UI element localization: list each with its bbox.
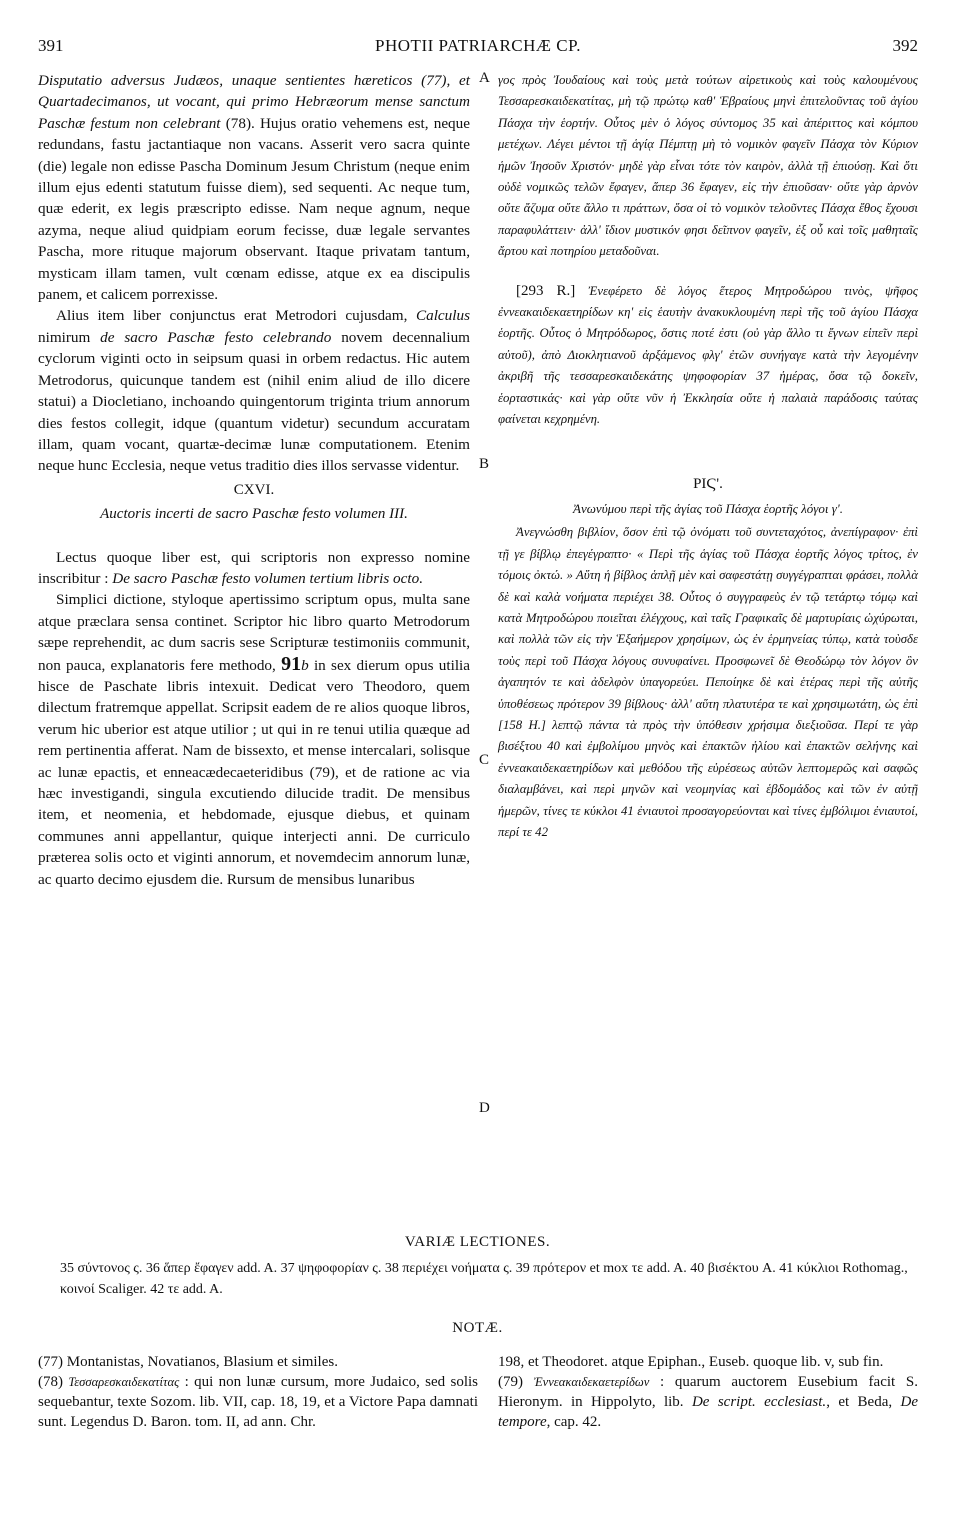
running-title: PHOTII PATRIARCHÆ CP. (375, 36, 581, 55)
notae-heading: NOTÆ. (452, 1320, 503, 1336)
latin-paragraph-3 (38, 547, 470, 590)
latin-p4-a: Simplici dictione, styloque apertissimo scriptum opus, multa sane atque præclara sensa continet. Scriptor hic libro quarto Metrodorum sæpe reprehendit, ac dum sacris sese Scripturæ testimoniis communit, non pauca, explanatoris fere methodo, (38, 591, 470, 674)
spacer (498, 263, 918, 281)
latin-p1-text: (78). Hujus oratio vehemens est, neque redundans, fastu jactantiaque non vacans. Asserit vero sacra quinte (die) legale non edisse Pascha Dominum Jesum Christum (neque enim illum ejus edenti statutum fuisse diem), sed sequenti. Ac neque tum, quæ ederit, ex legis præscripto edisse. Nam neque agnum, neque azyma, neque aliud quidpiam eorum fecisse, duæ legale servantes Pascha, more rituque majorum observant. Itaque privatam tantum, mysticam illam tamen, vult cœnam edisse, atque ex ea discipulis panem, et calicem porrexisse. (38, 114, 470, 304)
latin-p4-c: in sex dierum opus utilia hisce de Paschate libris intexuit. Dedicat vero Theodoro, quem dilectum fratremque appellat. Scripsit eadem de re alios quoque libros, verum hic uberior est atque utilior ; ut qui in re tenui utilia quæque ad rem pertinentia afferat. Nam de bissexto, et mense intercalari, solisque ac lunæ epactis, et enneacædecaeteridibus (79), et de ratione ac via hæc investigandi, singula excutiendo dilucide tradit. De mensibus item, et neomenia, et hebdomade, ejusque diebus, et quinam communes anni appellantur, quique interjecti anni. De curriculo præterea solis octo et viginti annorum, et novemdecim annorum lunæ, ac quarto decimo ejusdem die. Rursum de mensibus lunaribus (38, 656, 470, 888)
right-page-number: 392 (892, 36, 918, 55)
latin-p2-a: Alius item liber conjunctus erat Metrodori cujusdam, (56, 307, 416, 325)
spacer (498, 431, 918, 471)
variae-lectiones: 35 σύντονος ς. 36 ἅπερ ἔφαγεν add. A. 37 ψηφοφορίαν ς. 38 περιέχει νοήματα ς. 39 πρότερον et mox τε add. A. 40 βισέκτου A. 41 κύκλιοι Rothomag., κοινοί Scaliger. 42 τε add. A. (60, 1261, 908, 1297)
note-79-text-2: , et Beda, (826, 1394, 901, 1410)
latin-paragraph-2 (38, 305, 470, 476)
note-78 (38, 1372, 478, 1432)
greek-paragraph-3: Ἀνεγνώσθη βιβλίον, ὅσον ἐπὶ τῷ ὀνόματι τοῦ συντεταχότος, ἀνεπίγραφον· ἐπὶ τῇ γε βίβλῳ ἐπεγέγραπτο· « Περὶ τῆς ἁγίας τοῦ Πάσχα ἑορτῆς λόγος τρίτος, ἐν τόμοις ὀκτώ. » Αὕτη ἡ βίβλος ἁπλῇ μὲν καὶ σαφεστάτῃ συγγέγραπται φράσει, πολλὰ δὲ καὶ καλὰ νοήματα περιέχει 38. Οὗτος ὁ συγγραφεὺς ἐν τῷ τετάρτῳ τόμῳ καὶ κατὰ Μητροδώρου ποιεῖται ἐλέγχους, καὶ ταῖς Γραφικαῖς δὲ μαρτυρίαις ὠχύρωται, καὶ πολλὰ τῶν εἰς τὴν Ἑξαήμερον χρησίμων, ὡς ἐν ἑρμηνείας τύπῳ, κατὰ τοὺσδε τοὺς περὶ τοῦ Πάσχα λόγους συνυφαίνει. Προσφωνεῖ δὲ Θεοδώρῳ τὸν λόγον ὃν ἀγαπητόν τε καὶ ἀδελφὸν ὑπαγορεύει. Πεποίηκε δὲ καὶ ἑτέρας περὶ τῆς αὐτῆς ὑποθέσεως πρότερον 39 βίβλους· ἀλλ' αὕτη πλατυτέρα τε καὶ χρησιμωτάτη, ὡς ἐπὶ [158 H.] λεπτῷ πάντα τὰ πρὸς τὴν ὑπόθεσιν χρήσιμα διεξιοῦσα. Περί τε γὰρ βισέξτου 40 καὶ ἐμβολίμου μηνὸς καὶ ἐπακτῶν ἡλίου καὶ ἐπακτῶν σελήνης καὶ ἐννεακαιδεκαετηρίδων καὶ μεθόδου τῆς εὑρέσεως αὐτῶν λεπτομερῶς καὶ σαφῶς διαλαμβάνει, καὶ περὶ μηνῶν καὶ νεομηνίας καὶ ἑβδομάδος καὶ τῶν ἐν αὐτῇ ἡμερῶν, τίνες τε κύκλοι 41 ἐνιαυτοὶ προσαγορεύονται καὶ τίνες ἐμβόλιμοι ἐνιαυτοί, περί τε 42 (498, 525, 918, 839)
latin-p2-it2: de sacro Paschæ festo celebrando (100, 328, 332, 346)
note-78-num: (78) (38, 1374, 69, 1390)
latin-p1-italic: Disputatio adversus Judæos, unaque sentientes hæreticos (77), et Quartadecimanos, ut vocant, qui primo Hebræorum mense sanctum Paschæ festum non celebrant (38, 72, 470, 132)
chapter-title-greek: Ἀνωνύμου περὶ τῆς ἁγίας τοῦ Πάσχα ἑορτῆς λόγοι γ'. (573, 500, 843, 516)
greek-paragraph-2 (498, 281, 918, 431)
latin-p2-it1: Calculus (415, 307, 470, 325)
marginal-folio-letter: b (301, 656, 309, 674)
note-79-greek: Ἐννεακαιδεκαετερίδων (533, 1375, 650, 1389)
note-79-text-3: , cap. 42. (546, 1414, 602, 1430)
note-78-text: : qui non lunæ cursum, more Judaico, sed solis sequebantur, texte Sozom. lib. VII, cap. 18, 19, et a Victore Papa damnati sunt. Legendus D. Baron. tom. II, ad ann. Chr. (38, 1374, 479, 1430)
variae-heading: VARIÆ LECTIONES. (404, 1234, 551, 1250)
notes-left-column (38, 1352, 478, 1432)
note-77: (77) Montanistas, Novatianos, Blasium et similes. (38, 1354, 338, 1370)
margin-letter-a: A (479, 70, 490, 86)
latin-p3-a: Lectus quoque liber est, qui scriptoris non expresso nomine inscribitur : (38, 548, 470, 587)
latin-paragraph-1 (38, 70, 470, 305)
notes-right-column (498, 1352, 918, 1432)
note-79-italic: De script. ecclesiast. (691, 1394, 827, 1410)
chapter-title-latin: Auctoris incerti de sacro Paschæ festo volumen III. (100, 506, 408, 523)
page-reference: [293 R.] (516, 282, 589, 299)
margin-letter-c: C (479, 752, 490, 768)
margin-letter-d: D (479, 1100, 490, 1116)
note-79 (498, 1372, 918, 1432)
note-79-text: : quarum auctorem Eusebium facit S. Hieronym. in Hippolyto, lib. (498, 1374, 918, 1410)
latin-paragraph-4 (38, 589, 470, 890)
marginal-folio-number: 91 (281, 652, 302, 675)
note-78-continued: 198, et Theodoret. atque Epiphan., Euseb. quoque lib. v, sub fin. (498, 1354, 884, 1370)
chapter-number-latin: CXVI. (233, 481, 275, 498)
note-79-italic-2: De tempore (498, 1394, 918, 1430)
left-page-number: 391 (38, 36, 64, 55)
margin-letter-b: B (479, 456, 490, 472)
note-78-greek: Τεσσαρεσκαιδεκατίτας (68, 1375, 180, 1389)
latin-p3-it: De sacro Paschæ festo volumen tertium libris octo. (112, 569, 423, 587)
note-79-num: (79) (498, 1374, 534, 1390)
spacer (38, 529, 470, 547)
chapter-number-greek: ΡΙϚ'. (693, 475, 723, 492)
greek-p2-text: Ἐνεφέρετο δὲ λόγος ἕτερος Μητροδώρου τινὸς, ψῆφος ἐννεακαιδεκαετηρίδων κη' εἰς ἑαυτὴν ἀνακυκλουμένη περὶ τῆς τοῦ ἁγίου Πάσχα ἑορτῆς. Οὗτος ὁ Μητρόδωρος, ὅστις ποτέ ἐστι (οὐ γὰρ ἄλλο τι ἔγνων εἰπεῖν περὶ αὐτοῦ), ἀπὸ Διοκλητιανοῦ ἀρξάμενος φλγ' ἐτῶν συνήγαγε κατὰ τὴν λεγομένην ἀκριβῆ τῆς τεσσαρεσκαιδεκάτης ψηφοφορίαν 37 ἡμέρας, ὅσα τῷ δοκεῖν, ἑορταστικάς· καὶ γὰρ οὔτε νῦν ἡ Ἐκκλησία οὔτε ἡ παλαιὰ παράδοσις ταύτας φαίνεται κεχρημένη. (498, 283, 918, 427)
greek-paragraph-1: γος πρὸς Ἰουδαίους καὶ τοὺς μετὰ τούτων αἱρετικοὺς καὶ τοὺς καλουμένους Τεσσαρεσκαιδεκατίτας, μὴ τῷ πρώτῳ καθ' Ἑβραίους μηνὶ ἐπιτελοῦντας τοῦ ἁγίου Πάσχα τὴν ἑορτήν. Οὗτος μὲν ὁ λόγος σύντομος 35 καὶ ἀπέριττος καὶ κόμπου μετέχων. Λέγει μέντοι τῇ ἁγίᾳ Πέμπτῃ μὴ τὸ νομικὸν φαγεῖν Πάσχα τὸν Κύριον ἡμῶν Ἰησοῦν Χριστόν· μηδὲ γὰρ εἶναι τότε τὸν καιρὸν, ἀλλὰ τῇ ἐπιούσῃ. Καὶ ὅτι οὐδὲ νομικῶς τελῶν ἔφαγεν, ἅπερ 36 ἔφαγεν, εἰς τὴν ἐπιοῦσαν· οὔτε γὰρ ἀρνὸν οὔτε ἄζυμα οὔτε ἄλλο τι πράττων, ὅσα οἱ τὸ νομικὸν τελοῦντες Πάσχα ἔθος ἔχουσι παραφυλάττειν· ἀλλ' ἴδιον μυστικόν φησι δεῖπνον φαγεῖν, ἐξ οὗ καὶ τοῖς μαθηταῖς ἄρτου καὶ ποτηρίου μεταδοῦναι. (498, 73, 918, 259)
greek-column (498, 70, 918, 843)
latin-column (38, 70, 470, 890)
latin-p2-c: novem decennalium cyclorum viginti octo in seipsum quasi in orbem redactus. Hic autem Metrodorus, quicunque tandem est (nihil enim aliud de illo dicere statui) a Diocletiano, inchoando quingentorum triginta trium annorum dies festos collegit, idque (quantum videtur) secundum accuratam illam, quam vocant, quartæ-decimæ lunæ computationem. Etenim neque hunc Ecclesia, neque vetus traditio dies illos servasse videntur. (38, 328, 470, 475)
page-header (38, 36, 918, 60)
latin-p2-b: nimirum (38, 328, 101, 346)
